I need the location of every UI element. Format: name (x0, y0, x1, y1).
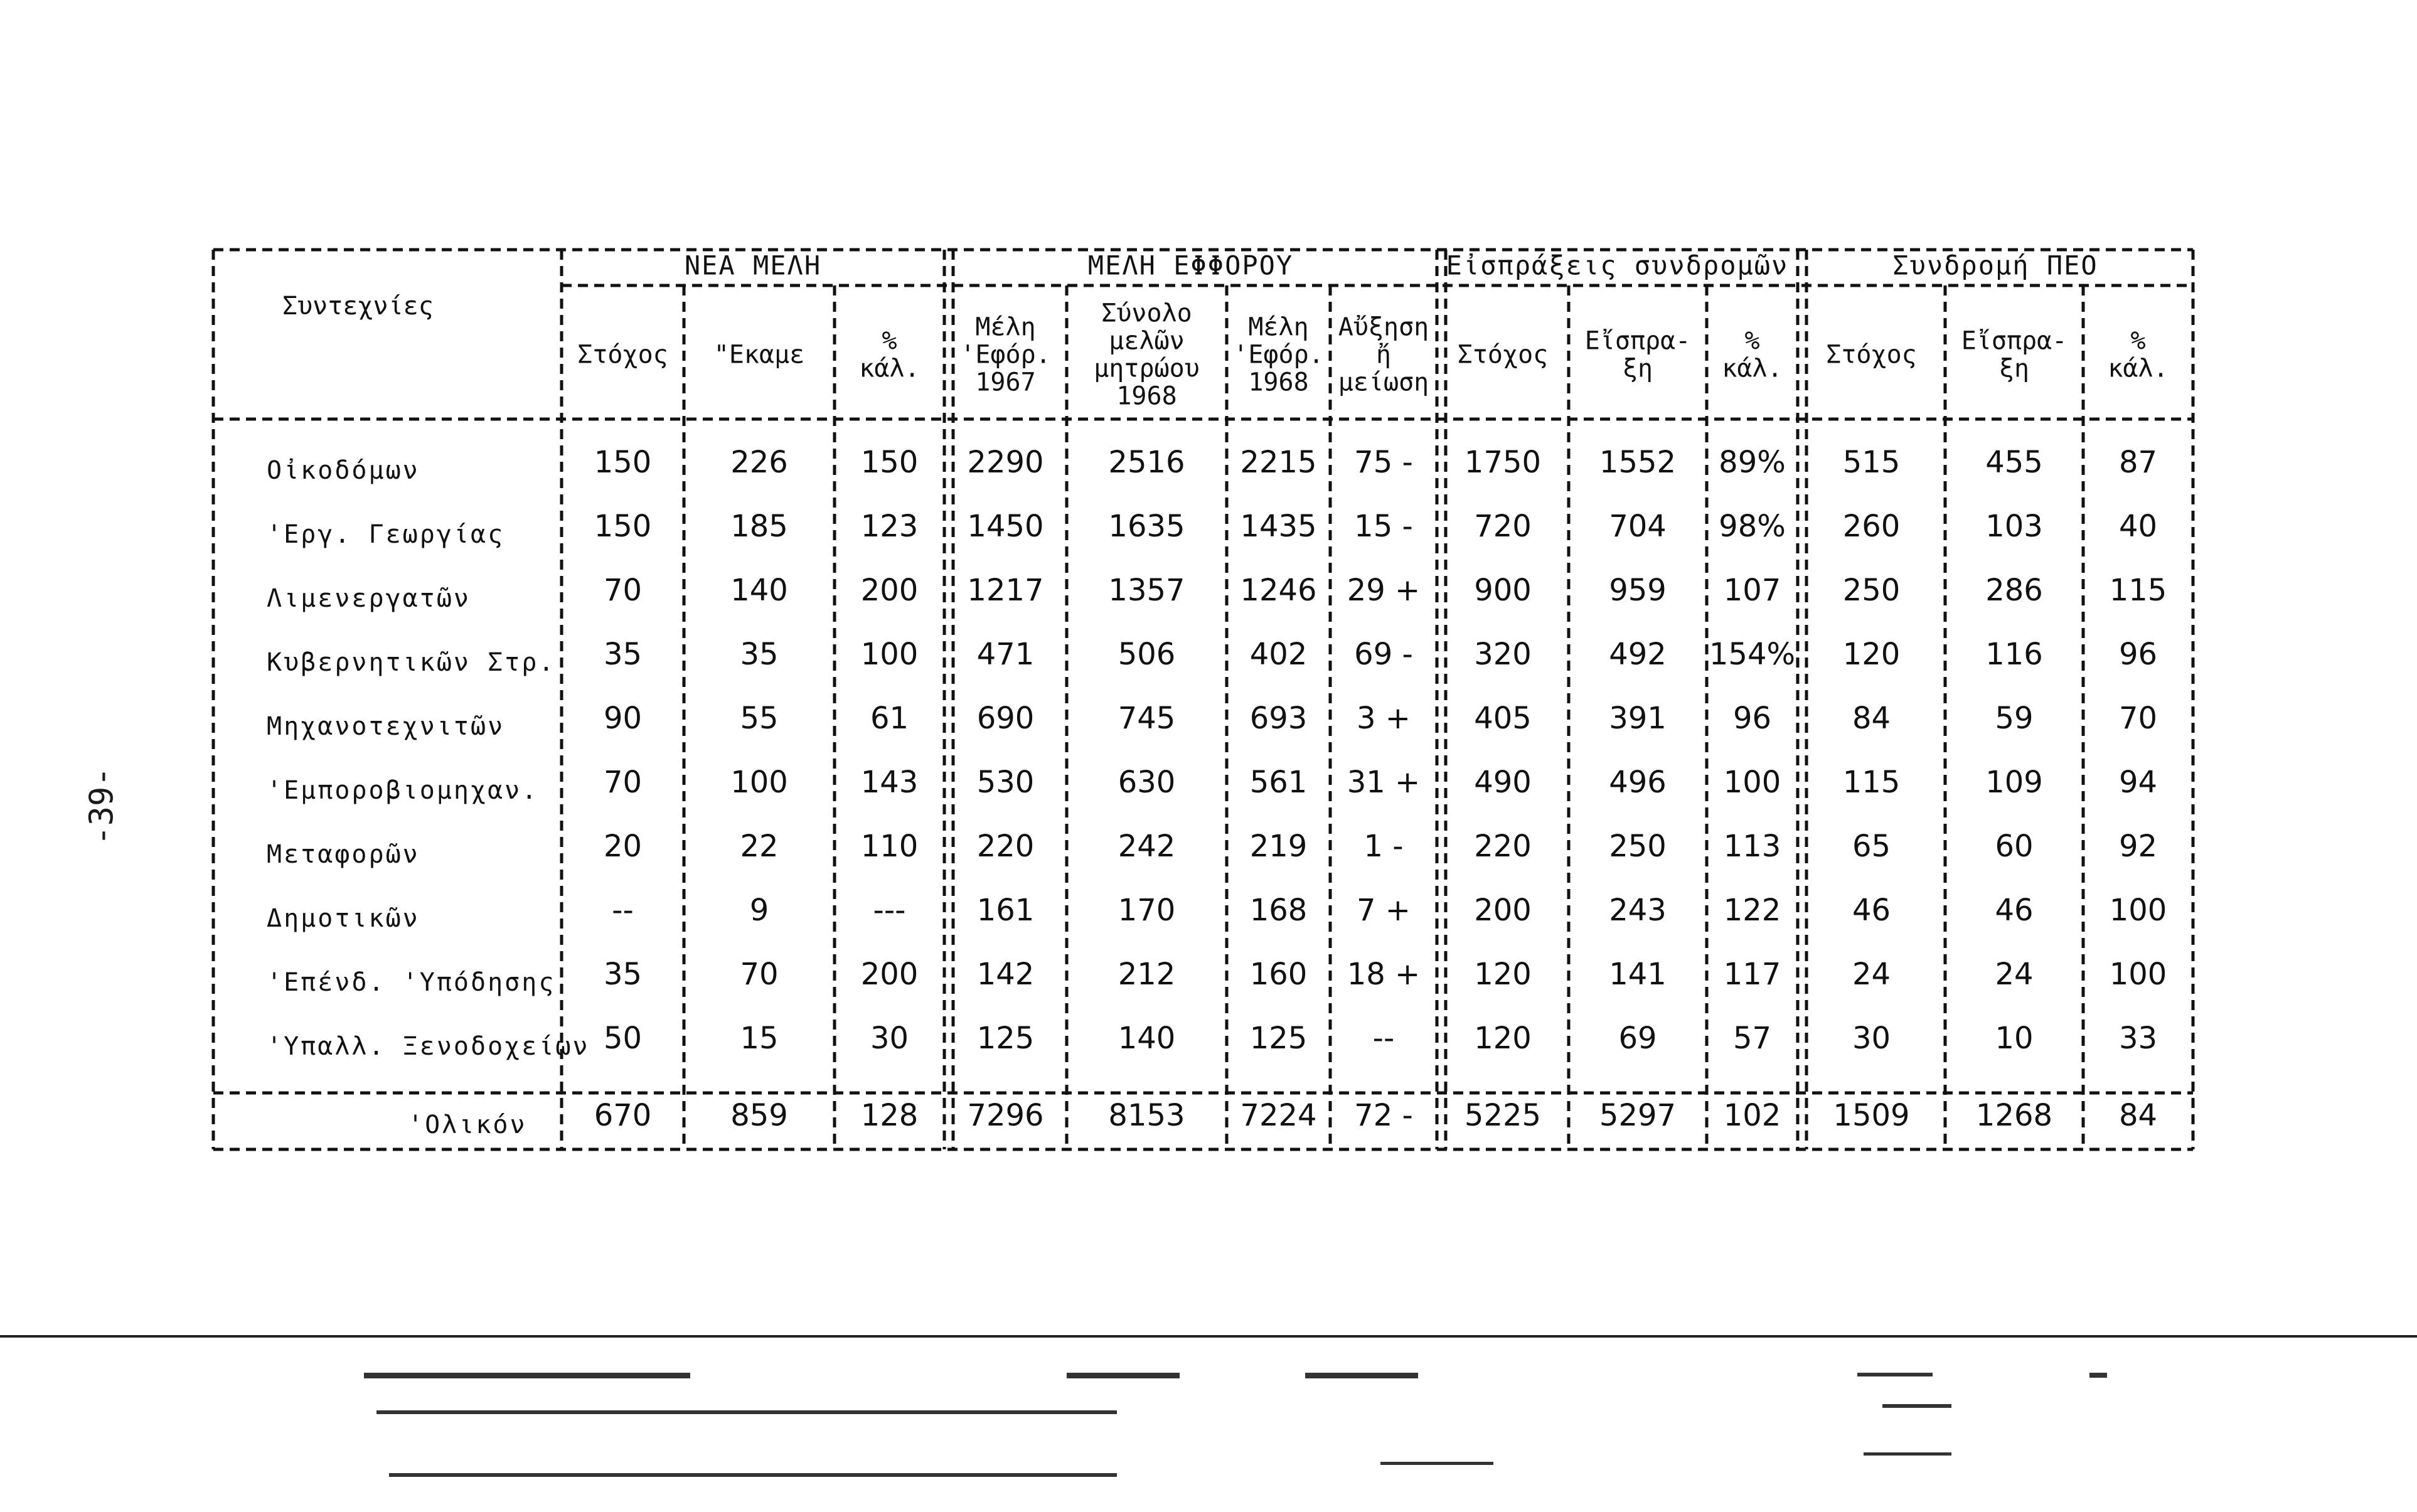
table-cell: 115 (2109, 573, 2167, 608)
column-header: ξη (1998, 354, 2030, 383)
table-cell: 243 (1609, 893, 1667, 928)
table-cell: 515 (1842, 445, 1901, 480)
table-cell: 140 (1118, 1021, 1176, 1056)
table-cell: 24 (1852, 957, 1891, 992)
column-header: κάλ. (2108, 354, 2169, 383)
table-cell: 530 (976, 765, 1035, 800)
table-cell: 70 (603, 573, 643, 608)
table-cell: 113 (1723, 829, 1781, 864)
table-cell: 720 (1474, 509, 1532, 544)
table-cell: 100 (1723, 765, 1781, 800)
row-label: 'Επένδ. 'Υπόδησης (267, 968, 556, 997)
table-cell: 100 (860, 637, 919, 672)
column-header: 'Εφόρ. (1233, 340, 1324, 370)
table-cell: 75 - (1354, 445, 1413, 480)
table-cell: 46 (1995, 893, 2034, 928)
scan-artifact (376, 1410, 1117, 1414)
table-cell: 100 (2109, 893, 2167, 928)
table-cell: 2290 (967, 445, 1044, 480)
row-label: 'Εργ. Γεωργίας (267, 520, 505, 549)
row-label: Δημοτικῶν (267, 904, 420, 933)
table-cell: 496 (1609, 765, 1667, 800)
table-cell: 18 + (1347, 957, 1421, 992)
table-cell: 690 (976, 701, 1035, 736)
table-cell: 630 (1118, 765, 1176, 800)
table-cell: 84 (1852, 701, 1891, 736)
table-cell: 150 (594, 445, 652, 480)
total-cell: 7224 (1240, 1098, 1317, 1133)
table-cell: 9 (749, 893, 769, 928)
scan-artifact (2089, 1373, 2107, 1378)
table-cell: 405 (1474, 701, 1532, 736)
scan-artifact (1305, 1373, 1418, 1378)
column-header: 1968 (1116, 381, 1177, 411)
column-header: Αὔξηση (1338, 312, 1429, 342)
table-cell: 1635 (1108, 509, 1185, 544)
table-cell: 107 (1723, 573, 1781, 608)
table-cell: 900 (1474, 573, 1532, 608)
column-header: Στόχος (577, 340, 668, 370)
table-cell: 745 (1118, 701, 1176, 736)
table-cells (267, 250, 2169, 1140)
table-cell: 402 (1249, 637, 1308, 672)
table-cell: 10 (1995, 1021, 2034, 1056)
column-header: 1968 (1248, 368, 1309, 397)
table-cell: 31 + (1347, 765, 1421, 800)
table-cell: 471 (976, 637, 1035, 672)
table-cell: 704 (1609, 509, 1667, 544)
table-cell: 2215 (1240, 445, 1317, 480)
column-header: Μέλη (975, 312, 1036, 342)
scan-artifact (1380, 1462, 1493, 1465)
column-header: Εἴσπρα- (1584, 326, 1691, 356)
column-header: κάλ. (1722, 354, 1783, 383)
table-cell: 109 (1985, 765, 2043, 800)
column-header: Στόχος (1457, 340, 1549, 370)
table-cell: 140 (730, 573, 788, 608)
table-cell: 40 (2118, 509, 2158, 544)
column-header: Σύνολο (1101, 299, 1192, 328)
table-cell: 226 (730, 445, 788, 480)
table-cell: 154% (1709, 637, 1796, 672)
table-cell: 96 (1732, 701, 1772, 736)
table-cell: 142 (976, 957, 1035, 992)
table-cell: 170 (1118, 893, 1176, 928)
total-cell: 1509 (1833, 1098, 1910, 1133)
table-cell: 98% (1719, 509, 1786, 544)
table-cell: 69 (1618, 1021, 1657, 1056)
total-cell: 670 (594, 1098, 652, 1133)
table-cell: 70 (603, 765, 643, 800)
table-cell: 250 (1842, 573, 1901, 608)
table-cell: 100 (2109, 957, 2167, 992)
total-cell: 7296 (967, 1098, 1044, 1133)
row-label: 'Εμποροβιομηχαν. (267, 776, 539, 805)
table-cell: 20 (603, 829, 643, 864)
row-label: Οἰκοδόμων (267, 456, 420, 485)
column-header: Εἴσπρα- (1961, 326, 2068, 356)
table-cell: 2516 (1108, 445, 1185, 480)
total-cell: 128 (860, 1098, 919, 1133)
group-header: ΝΕΑ ΜΕΛΗ (684, 250, 822, 281)
table-cell: 15 - (1354, 509, 1413, 544)
table-cell: -- (612, 893, 634, 928)
table-cell: 492 (1609, 637, 1667, 672)
total-cell: 102 (1723, 1098, 1781, 1133)
table-cell: 506 (1118, 637, 1176, 672)
table-cell: 59 (1995, 701, 2034, 736)
table-cell: 200 (860, 573, 919, 608)
table-cell: 219 (1249, 829, 1308, 864)
column-header: 'Εφόρ. (960, 340, 1051, 370)
table-cell: 61 (870, 701, 909, 736)
table-cell: 96 (2118, 637, 2158, 672)
table-cell: 150 (594, 509, 652, 544)
table-cell: 7 + (1356, 893, 1411, 928)
scan-artifact (1067, 1373, 1180, 1378)
table-cell: 30 (1852, 1021, 1891, 1056)
row-label: Μεταφορῶν (267, 840, 420, 869)
table-cell: 33 (2118, 1021, 2158, 1056)
table-cell: 100 (730, 765, 788, 800)
table-cell: 87 (2118, 445, 2158, 480)
scan-artifact (1857, 1373, 1933, 1376)
table-cell: 125 (976, 1021, 1035, 1056)
table-cell: 69 - (1354, 637, 1413, 672)
table-cell: 122 (1723, 893, 1781, 928)
table-cell: 120 (1474, 1021, 1532, 1056)
table-cell: 115 (1842, 765, 1901, 800)
bottom-rule (0, 1335, 2417, 1338)
table-cell: 391 (1609, 701, 1667, 736)
table-cell: 110 (860, 829, 919, 864)
table-cell: 94 (2118, 765, 2158, 800)
table-cell: 35 (603, 637, 643, 672)
table-cell: 22 (740, 829, 779, 864)
table-cell: 60 (1995, 829, 2034, 864)
group-header: Συνδρομή ΠΕΟ (1892, 250, 2098, 281)
table-cell: 1357 (1108, 573, 1185, 608)
total-label: 'Ολικόν (408, 1110, 527, 1139)
table-cell: 220 (1474, 829, 1532, 864)
table-cell: 286 (1985, 573, 2043, 608)
table-cell: 55 (740, 701, 779, 736)
table-cell: 3 + (1356, 701, 1411, 736)
table-cell: 24 (1995, 957, 2034, 992)
table-cell: 103 (1985, 509, 2043, 544)
column-header: % (882, 326, 897, 356)
table-cell: 242 (1118, 829, 1176, 864)
table-cell: 168 (1249, 893, 1308, 928)
row-label: 'Υπαλλ. Ξενοδοχείων (267, 1032, 590, 1061)
table-cell: 89% (1719, 445, 1786, 480)
table-cell: 120 (1474, 957, 1532, 992)
total-cell: 5225 (1464, 1098, 1542, 1133)
table-cell: 15 (740, 1021, 779, 1056)
table-cell: 160 (1249, 957, 1308, 992)
table-cell: 561 (1249, 765, 1308, 800)
row-label: Λιμενεργατῶν (267, 584, 471, 613)
page-number: -39- (83, 767, 121, 846)
table-cell: 50 (603, 1021, 643, 1056)
table-cell: 693 (1249, 701, 1308, 736)
table-cell: 35 (740, 637, 779, 672)
total-cell: 84 (2118, 1098, 2158, 1133)
total-cell: 8153 (1108, 1098, 1185, 1133)
row-label: Μηχανοτεχνιτῶν (267, 712, 505, 741)
table-cell: 1246 (1240, 573, 1317, 608)
table-cell: 120 (1842, 637, 1901, 672)
table-cell: 1750 (1464, 445, 1542, 480)
total-cell: 72 - (1354, 1098, 1413, 1133)
column-header: κάλ. (859, 354, 920, 383)
column-header: ἤ (1375, 340, 1392, 370)
table-cell: 1552 (1599, 445, 1677, 480)
table-cell: -- (1372, 1021, 1395, 1056)
table-cell: 92 (2118, 829, 2158, 864)
table-cell: 150 (860, 445, 919, 480)
column-header: 1967 (975, 368, 1036, 397)
table-cell: 200 (860, 957, 919, 992)
table-cell: 185 (730, 509, 788, 544)
column-header: % (2130, 326, 2146, 356)
total-cell: 1268 (1975, 1098, 2053, 1133)
table-cell: 90 (603, 701, 643, 736)
table-cell: 959 (1609, 573, 1667, 608)
scan-artifact (1864, 1452, 1951, 1456)
total-cell: 5297 (1599, 1098, 1677, 1133)
table-cell: 35 (603, 957, 643, 992)
table-cell: 70 (740, 957, 779, 992)
table-cell: 161 (976, 893, 1035, 928)
table-cell: --- (873, 893, 906, 928)
table-grid (213, 250, 2193, 1149)
scan-artifact (389, 1473, 1117, 1477)
column-header: μείωση (1338, 368, 1429, 397)
table-cell: 1217 (967, 573, 1044, 608)
table-cell: 116 (1985, 637, 2043, 672)
total-cell: 859 (730, 1098, 788, 1133)
column-header: % (1744, 326, 1760, 356)
table-cell: 46 (1852, 893, 1891, 928)
table-cell: 220 (976, 829, 1035, 864)
table-cell: 490 (1474, 765, 1532, 800)
table-cell: 57 (1732, 1021, 1772, 1056)
table-cell: 125 (1249, 1021, 1308, 1056)
table-cell: 70 (2118, 701, 2158, 736)
table-cell: 143 (860, 765, 919, 800)
column-header: μελῶν (1109, 326, 1185, 356)
column-header: Στόχος (1826, 340, 1917, 370)
column-header: Μέλη (1248, 312, 1309, 342)
column-header: ξη (1622, 354, 1653, 383)
row-label: Κυβερνητικῶν Στρ. (267, 648, 556, 677)
table-cell: 123 (860, 509, 919, 544)
table-cell: 1450 (967, 509, 1044, 544)
table-cell: 1435 (1240, 509, 1317, 544)
table-cell: 65 (1852, 829, 1891, 864)
column-header: "Εκαμε (713, 340, 805, 370)
table-cell: 117 (1723, 957, 1781, 992)
group-header: ΜΕΛΗ ΕΦΦΟΡΟΥ (1087, 250, 1294, 281)
column-header: μητρώου (1094, 354, 1200, 383)
table-cell: 141 (1609, 957, 1667, 992)
table-cell: 30 (870, 1021, 909, 1056)
group-header: Εἰσπράξεις συνδρομῶν (1446, 250, 1789, 281)
table-cell: 260 (1842, 509, 1901, 544)
table-cell: 250 (1609, 829, 1667, 864)
table-cell: 1 - (1363, 829, 1404, 864)
table-cell: 200 (1474, 893, 1532, 928)
table-cell: 212 (1118, 957, 1176, 992)
table-cell: 29 + (1347, 573, 1421, 608)
table-cell: 455 (1985, 445, 2043, 480)
scan-artifact (1882, 1404, 1951, 1408)
corner-header: Συντεχνίες (282, 292, 434, 321)
table-cell: 320 (1474, 637, 1532, 672)
scan-artifact (364, 1373, 690, 1378)
